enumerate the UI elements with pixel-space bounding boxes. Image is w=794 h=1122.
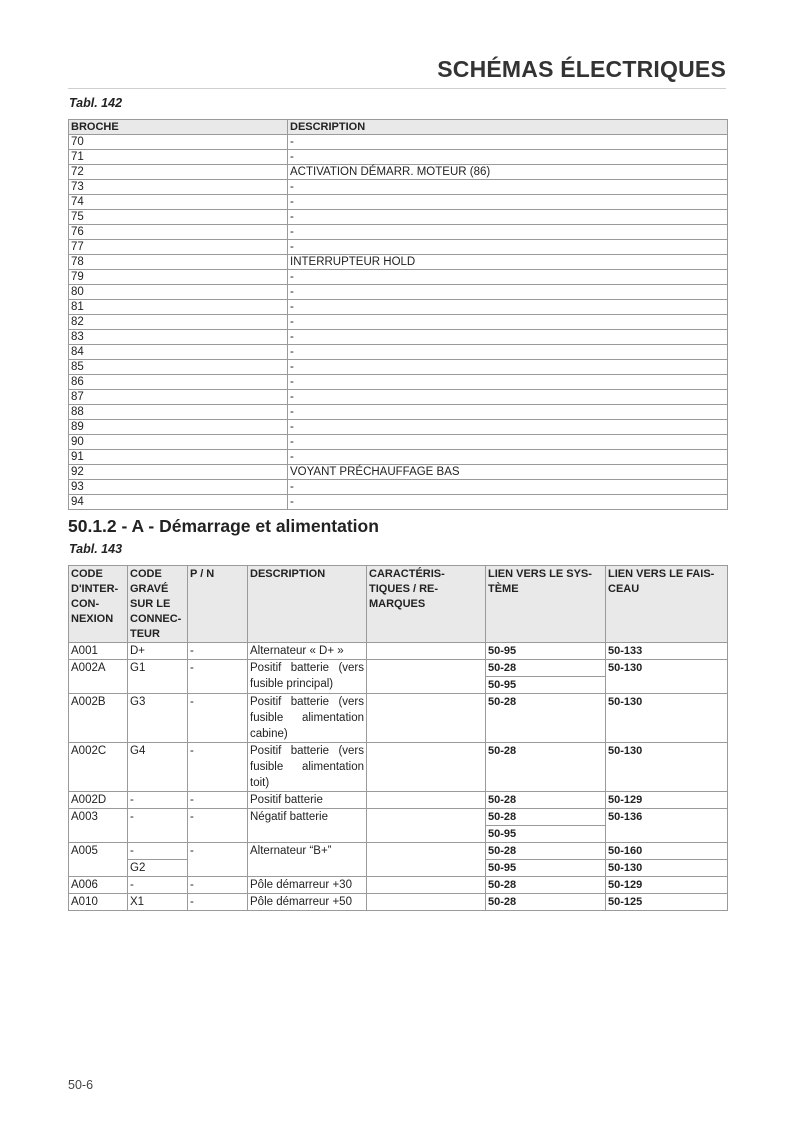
table-row [69,792,728,809]
cell-lien-faisceau: 50-130 [606,860,728,877]
cell-code: A003 [69,809,128,843]
cell-description: Pôle démarreur +30 [248,877,367,894]
cell-lien-systeme: 50-28 [486,843,606,860]
cell-grave: G2 [128,860,188,877]
cell-broche: 87 [69,390,288,405]
cell-description: Pôle démarreur +50 [248,894,367,911]
cell-caracteristiques [367,694,486,743]
table-row [69,809,728,826]
column-header-lien-faisceau: LIEN VERS LE FAIS-CEAU [606,566,728,643]
cell-lien-faisceau: 50-130 [606,660,728,694]
cell-description: Alternateur « D+ » [248,643,367,660]
table-row [69,405,728,420]
cell-broche: 88 [69,405,288,420]
column-header-description: DESCRIPTION [248,566,367,643]
table-row [69,390,728,405]
cell-lien-systeme: 50-28 [486,894,606,911]
cell-description: - [288,210,728,225]
cell-broche: 79 [69,270,288,285]
cell-lien-systeme: 50-95 [486,677,606,694]
cell-code: A005 [69,843,128,877]
table-row [69,345,728,360]
cell-code: A002C [69,743,128,792]
cell-description: - [288,300,728,315]
column-header-code: CODE D'INTER-CON-NEXION [69,566,128,643]
column-header-description: DESCRIPTION [288,120,728,135]
table-row [69,330,728,345]
cell-description: VOYANT PRÉCHAUFFAGE BAS [288,465,728,480]
table-row [69,285,728,300]
cell-lien-systeme: 50-28 [486,877,606,894]
cell-caracteristiques [367,743,486,792]
cell-grave: D+ [128,643,188,660]
table-row [69,165,728,180]
cell-description: - [288,330,728,345]
table-row [69,894,728,911]
cell-broche: 80 [69,285,288,300]
cell-lien-faisceau: 50-136 [606,809,728,843]
cell-lien-systeme: 50-95 [486,826,606,843]
cell-description: INTERRUPTEUR HOLD [288,255,728,270]
table-row [69,465,728,480]
cell-description: Positif batterie [248,792,367,809]
table-row [69,150,728,165]
cell-pn: - [188,809,248,843]
cell-broche: 91 [69,450,288,465]
cell-description: - [288,360,728,375]
table-142-label: Tabl. 142 [69,96,123,110]
table-row [69,270,728,285]
table-142-body [69,135,728,510]
cell-grave: G1 [128,660,188,694]
cell-description: - [288,195,728,210]
connector-table-143 [68,565,728,911]
cell-caracteristiques [367,894,486,911]
cell-grave: - [128,877,188,894]
cell-description: Alternateur “B+” [248,843,367,877]
cell-description: - [288,135,728,150]
page-title: SCHÉMAS ÉLECTRIQUES [437,56,726,82]
cell-pn: - [188,877,248,894]
cell-broche: 75 [69,210,288,225]
cell-lien-systeme: 50-28 [486,660,606,677]
cell-pn: - [188,660,248,694]
cell-broche: 86 [69,375,288,390]
cell-description: - [288,375,728,390]
table-row [69,360,728,375]
cell-broche: 74 [69,195,288,210]
cell-caracteristiques [367,792,486,809]
cell-code: A002B [69,694,128,743]
table-row [69,660,728,677]
cell-pn: - [188,694,248,743]
cell-broche: 70 [69,135,288,150]
table-row [69,420,728,435]
cell-lien-systeme: 50-28 [486,792,606,809]
table-row [69,300,728,315]
table-row [69,877,728,894]
cell-caracteristiques [367,809,486,843]
cell-description: - [288,285,728,300]
cell-lien-systeme: 50-95 [486,643,606,660]
cell-lien-faisceau: 50-125 [606,894,728,911]
cell-broche: 78 [69,255,288,270]
cell-code: A010 [69,894,128,911]
table-143-label: Tabl. 143 [69,542,123,556]
cell-description: - [288,240,728,255]
column-header-pn: P / N [188,566,248,643]
cell-lien-systeme: 50-28 [486,809,606,826]
cell-description: - [288,495,728,510]
cell-code: A002D [69,792,128,809]
table-row [69,315,728,330]
cell-lien-faisceau: 50-130 [606,694,728,743]
cell-description: Positif batterie (vers fusible alimentation cabine) [248,694,367,743]
column-header-caracteristiques: CARACTÉRIS-TIQUES / RE-MARQUES [367,566,486,643]
cell-description: Négatif batterie [248,809,367,843]
table-header-row [69,566,728,643]
table-row [69,435,728,450]
cell-lien-systeme: 50-28 [486,743,606,792]
cell-pn: - [188,792,248,809]
cell-grave: - [128,843,188,860]
cell-description: - [288,405,728,420]
cell-grave: X1 [128,894,188,911]
cell-description: ACTIVATION DÉMARR. MOTEUR (86) [288,165,728,180]
cell-broche: 73 [69,180,288,195]
cell-description: - [288,390,728,405]
cell-broche: 83 [69,330,288,345]
table-row [69,375,728,390]
pin-table-142 [68,119,728,510]
table-row [69,480,728,495]
cell-description: - [288,150,728,165]
table-row [69,225,728,240]
table-row [69,195,728,210]
cell-description: Positif batterie (vers fusible principal) [248,660,367,694]
cell-description: - [288,315,728,330]
cell-broche: 85 [69,360,288,375]
cell-lien-faisceau: 50-129 [606,877,728,894]
cell-broche: 92 [69,465,288,480]
table-row [69,843,728,860]
cell-broche: 94 [69,495,288,510]
cell-broche: 71 [69,150,288,165]
cell-grave: - [128,809,188,843]
cell-code: A006 [69,877,128,894]
cell-description: - [288,480,728,495]
cell-broche: 77 [69,240,288,255]
cell-broche: 90 [69,435,288,450]
cell-caracteristiques [367,643,486,660]
cell-description: - [288,345,728,360]
cell-caracteristiques [367,660,486,694]
cell-description: Positif batterie (vers fusible alimentation toit) [248,743,367,792]
cell-broche: 76 [69,225,288,240]
cell-code: A001 [69,643,128,660]
cell-caracteristiques [367,843,486,877]
table-row [69,255,728,270]
cell-broche: 93 [69,480,288,495]
section-heading: 50.1.2 - A - Démarrage et alimentation [68,516,379,536]
cell-lien-faisceau: 50-129 [606,792,728,809]
cell-broche: 89 [69,420,288,435]
cell-broche: 81 [69,300,288,315]
cell-grave: G3 [128,694,188,743]
cell-broche: 72 [69,165,288,180]
table-row [69,495,728,510]
cell-grave: - [128,792,188,809]
table-row [69,450,728,465]
column-header-broche: BROCHE [69,120,288,135]
table-row [69,210,728,225]
page-number: 50-6 [68,1078,94,1092]
cell-pn: - [188,743,248,792]
cell-description: - [288,225,728,240]
table-row [69,643,728,660]
cell-pn: - [188,894,248,911]
cell-code: A002A [69,660,128,694]
cell-broche: 84 [69,345,288,360]
cell-description: - [288,450,728,465]
cell-grave: G4 [128,743,188,792]
table-row [69,240,728,255]
cell-caracteristiques [367,877,486,894]
cell-lien-faisceau: 50-160 [606,843,728,860]
table-row [69,743,728,792]
table-row [69,694,728,743]
cell-lien-systeme: 50-28 [486,694,606,743]
table-row [69,180,728,195]
cell-description: - [288,435,728,450]
column-header-lien-systeme: LIEN VERS LE SYS-TÈME [486,566,606,643]
header-divider [68,88,726,89]
cell-description: - [288,270,728,285]
cell-pn: - [188,643,248,660]
cell-lien-faisceau: 50-133 [606,643,728,660]
cell-lien-systeme: 50-95 [486,860,606,877]
cell-broche: 82 [69,315,288,330]
cell-lien-faisceau: 50-130 [606,743,728,792]
cell-pn: - [188,843,248,877]
cell-description: - [288,420,728,435]
table-header-row [69,120,728,135]
column-header-grave: CODE GRAVÉ SUR LE CONNEC-TEUR [128,566,188,643]
table-row [69,135,728,150]
cell-description: - [288,180,728,195]
